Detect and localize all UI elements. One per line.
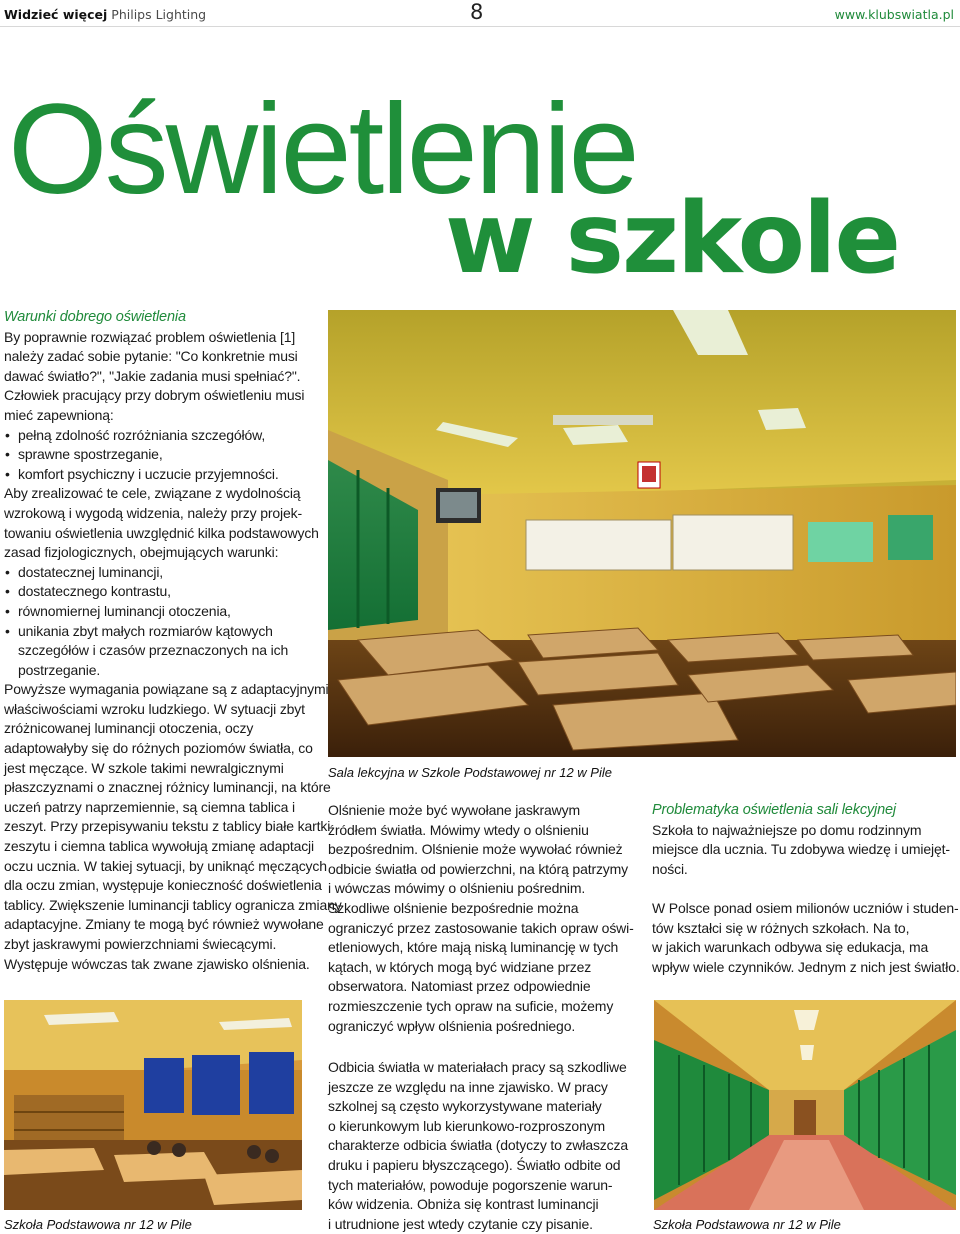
classroom-photo-graphic xyxy=(328,310,956,757)
middle-column-para-1 xyxy=(328,801,640,1036)
paragraph-line: druku i papieru błyszczącego). Światło odbite od xyxy=(328,1156,621,1173)
paragraph-line: Występuje wówczas tak zwane zjawisko olśnienia. xyxy=(4,955,310,972)
paragraph-line: ograniczyć przez zastosowanie takich opraw oświ- xyxy=(328,919,634,936)
caption-classroom: Sala lekcyjna w Szkole Podstawowej nr 12 w Pile xyxy=(328,765,612,780)
paragraph-line: tów kształci się w różnych szkołach. Na to, xyxy=(652,919,910,936)
paragraph-line: adaptacyjne. Zmiany te mogą być również wywołane xyxy=(4,916,324,933)
library-photo xyxy=(4,1000,302,1210)
paragraph-line: adaptowałyby się do różnych poziomów światła, co xyxy=(4,740,313,757)
paragraph-line: zasad fizjologicznych, obejmujących warunki: xyxy=(4,544,279,561)
list-item: • unikania zbyt małych rozmiarów kątowych xyxy=(4,622,316,642)
paragraph-line: zbyt jaskrawymi powierzchniami świecącymi. xyxy=(4,936,277,952)
title-line-2: w szkole xyxy=(445,182,899,296)
paragraph-line: ności. xyxy=(652,860,688,877)
paragraph-line: oczu ucznia. W takiej sytuacji, by uniknąć męczących xyxy=(4,857,327,874)
paragraph-line: ograniczyć wpływ olśnienia pośredniego. xyxy=(328,1017,576,1034)
list-item: • równomiernej luminancji otoczenia, xyxy=(4,602,316,622)
paragraph-line: i utrudnione jest wtedy czytanie czy pisanie. xyxy=(328,1215,593,1232)
paragraph-line: Aby zrealizować te cele, związane z wydolnością xyxy=(4,485,301,502)
paragraph-line: W Polsce ponad osiem milionów uczniów i studen- xyxy=(652,899,959,916)
list-item: • dostatecznego kontrastu, xyxy=(4,582,316,602)
paragraph-line: płaszczyznami o znacznej różnicy luminancji, na które xyxy=(4,779,331,796)
bullet-list-conditions xyxy=(4,563,316,641)
paragraph-line: Szkoła to najważniejsze po domu rodzinnym xyxy=(652,821,922,838)
right-column xyxy=(652,801,960,977)
paragraph-line: rozmieszczenie tych opraw na suficie, możemy xyxy=(328,997,614,1014)
left-column xyxy=(4,308,342,974)
paragraph-line: miejsce dla ucznia. Tu zdobywa wiedzę i umiejęt- xyxy=(652,841,950,858)
paragraph-line: źródłem światła. Mówimy wtedy o olśnieniu xyxy=(328,821,589,838)
paragraph-line: Człowiek pracujący przy dobrym oświetleniu musi xyxy=(4,387,305,404)
list-item: • pełną zdolność rozróżniania szczegółów, xyxy=(4,426,316,446)
paragraph-line: towaniu oświetlenia uwzględnić kilka podstawowych xyxy=(4,524,319,541)
list-item: • sprawne spostrzeganie, xyxy=(4,445,316,465)
paragraph-line: uczeń patrzy naprzemiennie, są ciemna tablica i xyxy=(4,798,295,815)
paragraph-line: wpływ wiele czynników. Jednym z nich jest światło. xyxy=(652,958,960,975)
paragraph-line: zeszytu i ciemna tablica wywołują zmianę adaptacji xyxy=(4,838,314,855)
paragraph-line: etleniowych, które mają niską luminancję w tych xyxy=(328,939,619,956)
paragraph-line: jeszcze ze względu na inne zjawisko. W pracy xyxy=(328,1078,608,1095)
paragraph-line: Olśnienie może być wywołane jaskrawym xyxy=(328,802,580,818)
header-url-link[interactable]: www.klubswiatla.pl xyxy=(834,7,954,22)
paragraph-line: w jakich warunkach odbywa się edukacja, ma xyxy=(652,939,929,956)
paragraph-line: dla oczu zmian, występuje konieczność doświetlenia xyxy=(4,877,322,894)
list-item-continuation: postrzeganie. xyxy=(18,661,101,678)
caption-bottom-left: Szkoła Podstawowa nr 12 w Pile xyxy=(4,1217,192,1232)
paragraph-line: Szkodliwe olśnienie bezpośrednie można xyxy=(328,899,579,916)
paragraph-line: tablicy. Zwiększenie luminancji tablicy ogranicza zmiany xyxy=(4,896,342,913)
paragraph-line: Powyższe wymagania powiązane są z adaptacyjnymi xyxy=(4,681,329,698)
paragraph-line: bezpośrednim. Olśnienie może wywołać również xyxy=(328,841,623,858)
list-item: • dostatecznej luminancji, xyxy=(4,563,316,583)
paragraph-line: zeszyt. Przy przepisywaniu tekstu z tablicy białe kartki xyxy=(4,818,331,835)
paragraph-line: mieć zapewnioną: xyxy=(4,406,114,423)
section-heading-classroom: Problematyka oświetlenia sali lekcyjnej xyxy=(652,802,896,818)
paragraph-line: należy zadać sobie pytanie: "Co konkretnie musi xyxy=(4,348,298,365)
paragraph-line: kątach, w których mogą być widziane przez xyxy=(328,958,592,975)
bullet-list-requirements xyxy=(4,426,316,485)
title-line-1: Oświetlenie xyxy=(8,78,637,221)
section-heading-conditions: Warunki dobrego oświetlenia xyxy=(4,309,186,325)
paragraph-line: charakterze odbicia światła (dotyczy to zwłaszcza xyxy=(328,1137,628,1154)
paragraph-line: zróżnicowanej luminancji otoczenia, oczy xyxy=(4,720,254,737)
paragraph-line: szkolnej są często wykorzystywane materiały xyxy=(328,1098,602,1115)
paragraph-line: obserwatora. Natomiast przez odpowiednie xyxy=(328,978,591,995)
paragraph-line: właściwościami wzroku ludzkiego. W sytuacji zbyt xyxy=(4,700,305,717)
page-number: 8 xyxy=(470,0,484,24)
paragraph-line: By poprawnie rozwiązać problem oświetlenia [1] xyxy=(4,328,296,345)
paragraph-line: tych materiałów, powoduje pogorszenie warun- xyxy=(328,1176,613,1193)
corridor-photo-graphic xyxy=(654,1000,956,1210)
list-item-continuation: szczegółów i czasów przeznaczonych na ich xyxy=(18,642,289,659)
paragraph-line: wzrokową i wygodą widzenia, należy przy projek- xyxy=(4,504,302,521)
middle-column-para-2 xyxy=(328,1058,640,1234)
paragraph-line: jest męczące. W szkole takimi newralgicznymi xyxy=(4,759,284,776)
list-item: • komfort psychiczny i uczucie przyjemności. xyxy=(4,465,316,485)
header-label: Widzieć więcej Philips Lighting xyxy=(4,7,207,22)
paragraph-line: odbicie światła od powierzchni, na którą patrzymy xyxy=(328,860,629,877)
corridor-photo xyxy=(654,1000,956,1210)
paragraph-line: Odbicia światła w materiałach pracy są szkodliwe xyxy=(328,1059,627,1075)
library-photo-graphic xyxy=(4,1000,302,1210)
classroom-photo xyxy=(328,310,956,757)
paragraph-line: o kierunkowym lub kierunkowo-rozproszonym xyxy=(328,1117,606,1134)
paragraph-line: dawać światło?", "Jakie zadania musi spełniać?". xyxy=(4,367,301,384)
caption-bottom-right: Szkoła Podstawowa nr 12 w Pile xyxy=(653,1217,841,1232)
paragraph-line: ków widzenia. Obniża się kontrast luminancji xyxy=(328,1196,599,1213)
paragraph-line: i wówczas mówimy o olśnieniu pośrednim. xyxy=(328,880,586,897)
